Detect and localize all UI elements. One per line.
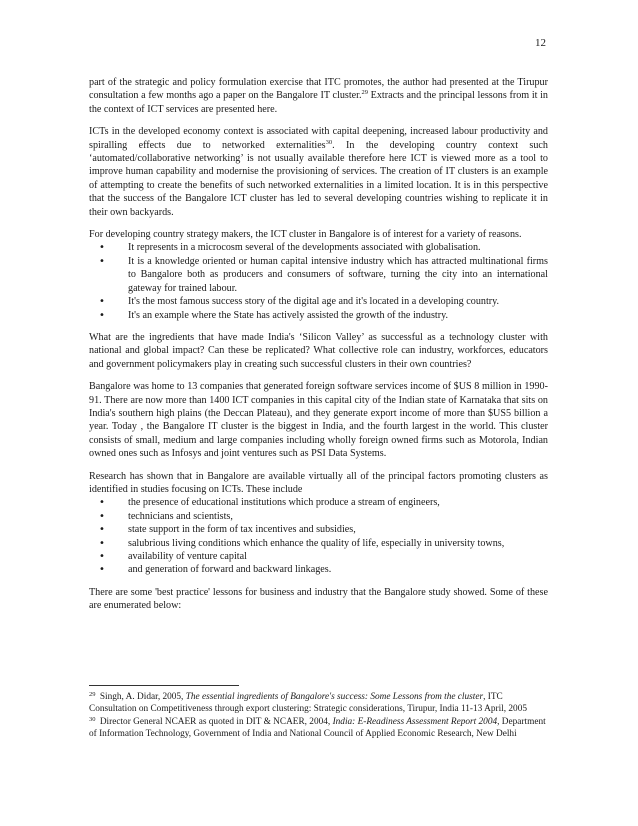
- paragraph-strategy-makers: For developing country strategy makers, the ICT cluster in Bangalore is of interest for a variety of reasons.: [89, 229, 522, 241]
- list-item: • It is a knowledge oriented or human capital intensive industry which has attracted multinational firms to Bangalore both as producers and consumers of software, turning the city into an international gateway for trained labour.: [99, 255, 548, 295]
- list-item: • the presence of educational institutions which produce a stream of engineers,: [99, 496, 548, 509]
- list-item: • It's the most famous success story of the digital age and it's located in a developing country.: [99, 295, 548, 308]
- list-item: • availability of venture capital: [99, 550, 548, 563]
- paragraph-ingredients: What are the ingredients that have made India's ‘Silicon Valley’ as successful as a technology cluster with national and global impact? Can these be replicated? What collective role can industry, workforces, educators and government policymakers play in creating such successful clusters in their own countries?: [89, 331, 548, 370]
- factors-list: [89, 496, 548, 576]
- paragraph-bangalore-history: Bangalore was home to 13 companies that generated foreign software services income of $US 8 million in 1990-91. There are now more than 1400 ICT companies in this capital city of the Indian state of Karnataka that sits on India's southern high plains (the Deccan Plateau), and they generate export income of more than $US5 billion a year. Today , the Bangalore IT cluster is the biggest in India, and the fourth largest in the world. This cluster consists of small, medium and large companies including wholly foreign owned firms such as Motorola, Indian owned ones such as Infosys and joint ventures such as PSI Data Systems.: [89, 381, 548, 460]
- footnotes: [89, 685, 548, 740]
- page-number: 12: [535, 37, 546, 49]
- footnote-30: $^{30}$ Director General NCAER as quoted in DIT & NCAER, 2004, India: E-Readiness Assessment Report 2004, Department of Information Technology, Government of India and National Council of Applied Economic Research, New Delhi: [89, 715, 546, 739]
- footnote-divider: [89, 685, 239, 686]
- list-item: • salubrious living conditions which enhance the quality of life, especially in university towns,: [99, 537, 548, 550]
- paragraph-research: Research has shown that in Bangalore are available virtually all of the principal factors promoting clusters as identified in studies focusing on ICTs. These include: [89, 470, 548, 495]
- list-item: • It's an example where the State has actively assisted the growth of the industry.: [99, 309, 548, 322]
- footnote-29: $^{29}$ Singh, A. Didar, 2005, The essential ingredients of Bangalore's success: Some Lessons from the cluster, ITC Consultation on Competitiveness through export clustering: Strategic considerations, Tirupur, India 11-13 April, 2005: [89, 691, 527, 715]
- paragraph-best-practice: There are some 'best practice' lessons for business and industry that the Bangalore study showed. Some of these are enumerated below:: [89, 586, 548, 612]
- list-item: • technicians and scientists,: [99, 510, 548, 523]
- list-item: • It represents in a microcosm several of the developments associated with globalisation.: [99, 241, 548, 254]
- paragraph-ict-context: ICTs in the developed economy context is associated with capital deepening, increased labour productivity and spiralling effects due to networked externalities$^{30}$. In the developing country context such ‘automated/collaborative networking’ is not usually available therefore here ICT is viewed more as a tool to improve human capability and modernise the provisioning of services. The creation of IT clusters is an example of attempting to create the benefits of such networked externalities in a limited location. It is in this perspective that the success of the Bangalore ICT cluster has led to several developing countries wishing to replicate it in their own backyards.: [89, 126, 548, 218]
- list-item: • and generation of forward and backward linkages.: [99, 563, 548, 576]
- list-item: • state support in the form of tax incentives and subsidies,: [99, 523, 548, 536]
- footnote-ref-29: 29: [361, 89, 368, 97]
- reasons-list: [89, 241, 548, 321]
- footnote-ref-30: 30: [325, 138, 333, 146]
- document-body: [89, 76, 548, 622]
- paragraph-intro: part of the strategic and policy formulation exercise that ITC promotes, the author had presented at the Tirupur consultation a few months ago a paper on the Bangalore IT cluster.$^{29}$ Extracts and the principal lessons from it in the context of ICT services are presented here.: [89, 77, 548, 115]
